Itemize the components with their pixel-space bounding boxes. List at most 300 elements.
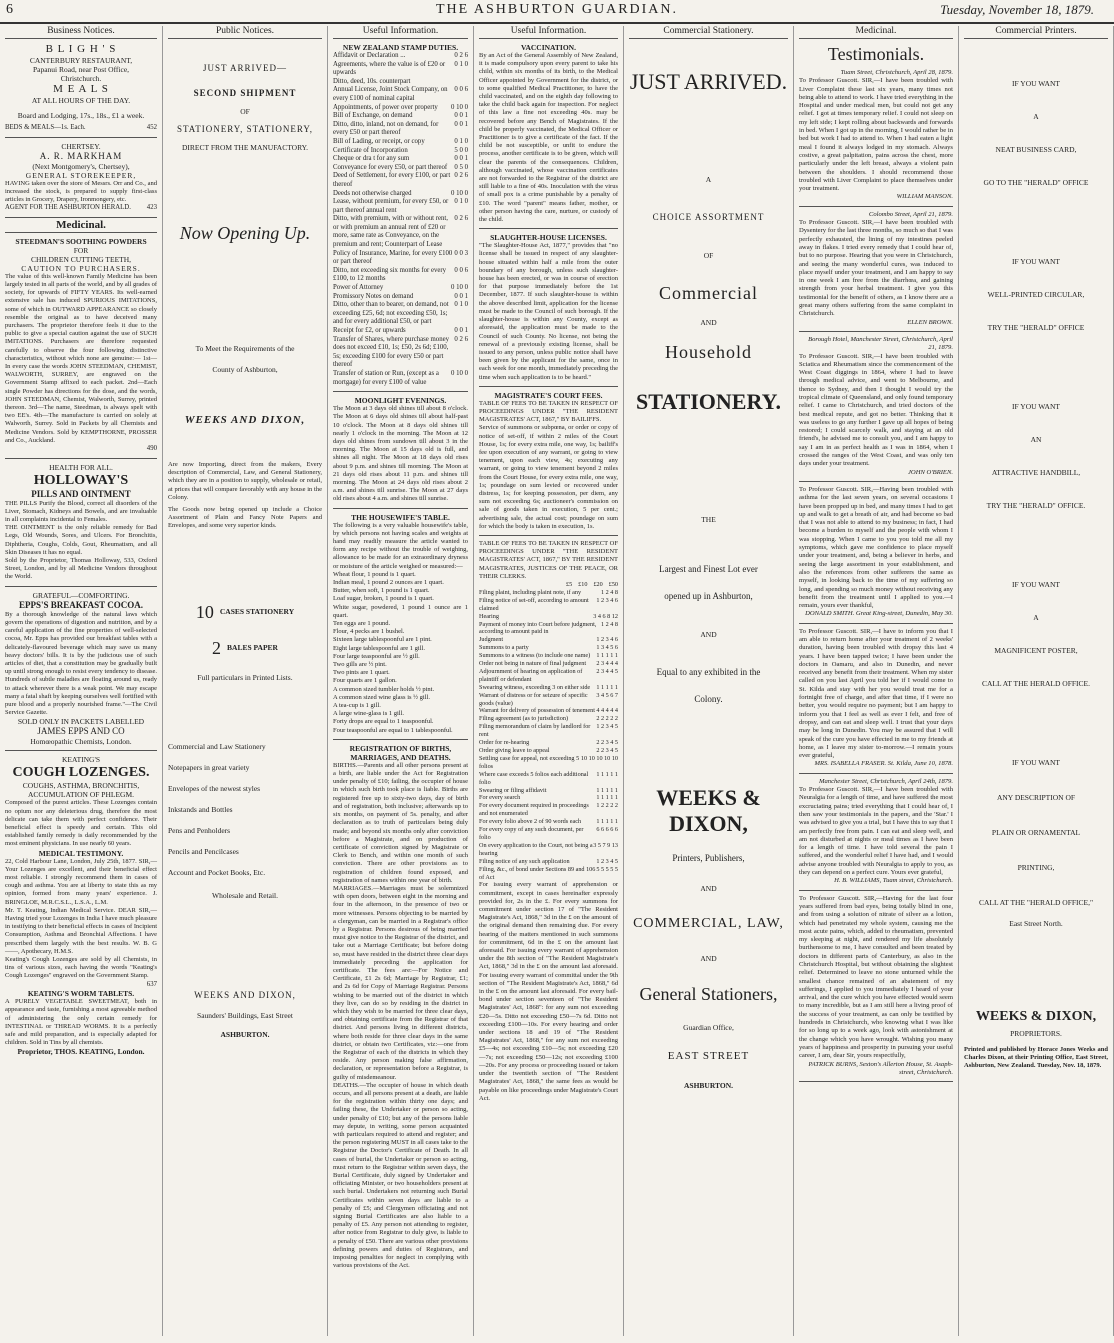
keating-testimony-2: Mr. T. Keating, Indian Medical Service. DEAR SIR,—Having tried your Lozenges in India I have much pleasure in testifying to their beneficial effects in cases of Incipient Consumption, Asthma and Bronchial Affections. I have prescribed them largely with the best results. W. B. G——, Apothecary, H.M.S. bbox=[5, 906, 157, 955]
fee-row bbox=[479, 755, 618, 771]
direct-manufactory: DIRECT FROM THE MANUFACTORY. bbox=[182, 143, 308, 152]
ad-ref: 637 bbox=[146, 980, 157, 988]
if-you-want: IF YOU WANT bbox=[1012, 580, 1060, 589]
letter-signature: H. B. WILLIAMS, Tuam street, Christchurch. bbox=[834, 877, 953, 885]
fee-values: 1 2 3 4 5 bbox=[596, 723, 618, 731]
stamp-amount: 5 0 0 bbox=[454, 146, 468, 154]
fee-item: Swearing or filing affidavit bbox=[479, 786, 547, 794]
if-you-want: IF YOU WANT bbox=[1012, 402, 1060, 411]
fees-table-intro: TABLE OF FEES TO BE TAKEN IN RESPECT OF PROCEEDINGS UNDER "THE RESIDENT MAGISTRATES' ACT, 1867," BY THE RESIDENT MAGISTRATES, JUSTICES OF THE PEACE, OR THEIR CLERKS. bbox=[479, 539, 618, 580]
fee-values: 1 1 1 1 1 bbox=[596, 794, 618, 802]
housewife-item: Wheat flour, 1 pound is 1 quart. bbox=[333, 570, 416, 578]
letter-signature: JOHN O'BRIEN. bbox=[908, 468, 953, 476]
fee-row bbox=[479, 644, 618, 652]
keating-worm-title: KEATING'S WORM TABLETS. bbox=[27, 989, 135, 999]
firm-name: WEEKS & DIXON, bbox=[975, 1009, 1097, 1024]
housewife-list bbox=[333, 571, 468, 735]
stamp-amount: 0 1 0 bbox=[454, 137, 468, 145]
registration-marriages: MARRIAGES.—Marriages must be solemnized with open doors, between eight in the morning and four in the afternoon, in the presence of two or more witnesses. Persons objecting to be married by a clergyman, can be married in a Registrar's office by a Registrar. Persons desirous of being married must give notice to the Registrar of the district, and take out a Marriage Certificate; but before doing so, must have resided in the district three clear days immediately preceding the application for certificate. The fees are:—For Notice and Certificate, £1 2s 6d; Marriage by Registrar, £1; and 2s 6d for Copy of Marriage Registrar. Persons wishing to be married out of the district in which they live, can do so by residing in the district in which they wish to be married for three clear days, and obtaining certificate from the Registrar of that district. And persons living in different districts, where both reside for three clear days in the same district, or obtain two Certificates, viz:—one from the Registrar of each of the districts in which they reside. Any person making false affirmation, declaration, or representation before a Registrar, is guilty of misdemeanour. bbox=[333, 884, 468, 1081]
housewife-item: A large wine-glass is 1 gill. bbox=[333, 710, 405, 718]
print-item: WELL-PRINTED CIRCULAR, bbox=[987, 290, 1085, 299]
fee-values: 1 3 4 5 6 bbox=[596, 644, 618, 652]
stamp-amount: 0 2 6 bbox=[454, 52, 468, 59]
housewife-item: A tea-cup is 1 gill. bbox=[333, 702, 381, 710]
stamp-amount: 0 0 1 bbox=[454, 327, 468, 334]
fee-values: 3 4 5 6 7 bbox=[596, 691, 618, 699]
stamp-item: Transfer of station or Run, (except as a mortgage) for every £100 of value bbox=[333, 369, 439, 386]
column-header: Business Notices. bbox=[5, 26, 157, 39]
importing-text: Are now Importing, direct from the makers, Every description of Commercial, Law, and General Stationery, which they are in a position to supply, wholesale or retail, at prices that will compare favorably with any house in the Colony. bbox=[168, 461, 322, 501]
court-fees-intro: TABLE OF FEES TO BE TAKEN IN RESPECT OF PROCEEDINGS UNDER "THE RESIDENT MAGISTRATES' ACT, 1867," BY BAILIFFS. bbox=[479, 399, 618, 424]
court-fees-title: MAGISTRATE'S COURT FEES. bbox=[494, 390, 603, 400]
testimonial-letter bbox=[799, 211, 953, 327]
stamp-row bbox=[333, 147, 468, 156]
markham-name: A. R. MARKHAM bbox=[39, 150, 123, 161]
steedman-for: FOR bbox=[73, 245, 89, 255]
stamp-item: Cheque or dra t for any sum bbox=[333, 155, 410, 163]
column-header: Public Notices. bbox=[168, 26, 322, 39]
keating-worm-body: A PURELY VEGETABLE SWEETMEAT, both in appearance and taste, furnishing a most agreeable method of administering the only certain remedy for INTESTINAL or THREAD WORMS. It is a perfectly safe and mild preparation, and is especially adapted for children. Sold in Tins by all chemists. bbox=[5, 998, 157, 1047]
steedman-title: STEEDMAN'S SOOTHING POWDERS bbox=[15, 236, 147, 246]
testimonial-letter bbox=[799, 895, 953, 1078]
housewife-item: A common sized wine glass is ½ gill. bbox=[333, 693, 430, 701]
stationery-heading: STATIONERY, STATIONERY, bbox=[177, 124, 313, 134]
stamp-row bbox=[333, 61, 468, 78]
registration-title: REGISTRATION OF BIRTHS, MARRIAGES, AND DEATHS. bbox=[349, 743, 452, 762]
stamp-amount: 0 2 6 bbox=[454, 335, 468, 343]
fee-row bbox=[479, 621, 618, 637]
fee-values: 1 2 3 4 6 bbox=[596, 596, 618, 604]
fee-item: Settling case for appeal, not exceeding 5 folios bbox=[479, 754, 580, 770]
housewife-item: Two pints are 1 quart. bbox=[333, 669, 390, 677]
stamp-row bbox=[333, 104, 468, 113]
housewife-item: A common sized tumbler holds ½ pint. bbox=[333, 685, 435, 693]
bales-number: 2 bbox=[212, 637, 222, 658]
just-arrived-heading: JUST ARRIVED. bbox=[629, 69, 788, 94]
fee-item: Filing agreement (as to jurisdiction) bbox=[479, 715, 569, 723]
stamp-amount: 0 10 0 bbox=[451, 189, 468, 197]
fee-values: 1 1 1 1 1 bbox=[596, 683, 618, 691]
registration-deaths: DEATHS.—The occupier of house in which death occurs, and all persons present at a death, are liable for the registration within thirty one days; and failing these, the Undertaker or person so acting, under penalty of £10; but any of the persons liable may depute, in writing, some person acquainted with particulars required to attend and register; and the person registering MUST in all cases take to the Registrar the Doctor's Certificate of Death. In all cases of burial, the Undertaker or person so acting, must return to the Registrar within seven days, the Burial Certificate, duly signed by Undertaker and officiating Minister, or two householders present at such burial. Undertakers not returning such Burial Certificates within seven days are liable to a penalty of £5; and Clergymen officiating and not signing Burial Certificates are also liable to a penalty of £5. Any person not attending to register, after notice from Registrar to duly give, is liable to a penalty of £50. There are various other provisions defining powers and duties of Registrars, and imposing penalties for neglect in complying with various provisions of the Act. bbox=[333, 1081, 468, 1270]
and-label: AND bbox=[700, 884, 717, 893]
stamp-item: Ditto, with premium, with or without rent, or with premium an annual rent of £20 or more, same rate as Conveyance, on the premium and rent; Counterpart of Lease bbox=[333, 215, 448, 249]
stamp-item: Deed of Settlement, for every £100, or part thereof bbox=[333, 172, 451, 188]
housewife-title: THE HOUSEWIFE'S TABLE. bbox=[351, 512, 450, 522]
herald-office: CALL AT THE HERALD OFFICE. bbox=[982, 679, 1090, 688]
stationery-item: Account and Pocket Books, Etc. bbox=[168, 867, 266, 877]
markham-agent: AGENT FOR THE ASHBURTON HERALD. bbox=[5, 204, 131, 212]
housewife-item: Ten eggs are 1 pound. bbox=[333, 620, 391, 628]
wholesale-retail: Wholesale and Retail. bbox=[211, 890, 279, 900]
opened-up: opened up in Ashburton, bbox=[664, 591, 753, 601]
column-medicinal bbox=[794, 26, 959, 1336]
fee-values: 1 1 1 1 1 bbox=[596, 818, 618, 826]
stamp-amount: 0 0 6 bbox=[454, 86, 468, 94]
housewife-item: Indian meal, 1 pound 2 ounces are 1 quart. bbox=[333, 579, 444, 587]
column-header: Useful Information. bbox=[333, 26, 468, 39]
proprietors: PROPRIETORS. bbox=[1010, 1029, 1062, 1038]
stationery-item: Notepapers in great variety bbox=[168, 762, 250, 772]
fee-values: 3 4 6 8 12 bbox=[593, 612, 618, 620]
stamp-item: Ditto, ditto, inland, not on demand, for every £50 or part thereof bbox=[333, 120, 439, 137]
stamp-row bbox=[333, 78, 468, 87]
letter-place: Tuam Street, Christchurch, April 28, 1879. bbox=[840, 69, 953, 76]
stamp-amount: 0 10 0 bbox=[451, 103, 468, 111]
stamp-amount: 0 2 6 bbox=[454, 215, 468, 223]
cases-number: 10 bbox=[195, 601, 214, 622]
letter-signature: ELLEN BROWN. bbox=[907, 318, 953, 326]
fee-item: Adjournment of hearing on application of plaintiff or defendant bbox=[479, 667, 583, 683]
epps-sold: SOLD ONLY IN PACKETS LABELLED bbox=[17, 717, 145, 727]
markham-trade: GENERAL STOREKEEPER, bbox=[25, 170, 137, 180]
print-item: MAGNIFICENT POSTER, bbox=[994, 646, 1078, 655]
stamp-amount: 0 0 3 bbox=[454, 249, 468, 257]
markham-text: HAVING taken over the store of Messrs. Orr and Co., and increased the stock, is prepared to supply first-class articles in Grocery, Drapery, Ironmongery, etc. bbox=[5, 179, 157, 203]
stamp-item: Ditto, other than to bearer, on demand, not exceeding £25, 6d; not exceeding £50, 1s; and for every additional £50, or part bbox=[333, 301, 449, 326]
stamp-row bbox=[333, 327, 468, 336]
divider bbox=[799, 206, 953, 207]
letter-body: To Professor Guscott. SIR,—I have been troubled with Sciatica and Rheumatism since the commencement of the West Coast diggings in 1864, where I had to leave through medical advice, and went to Melbourne, and thence to Sydney, and then I thought I would try the tropical climate of Queensland, and only found temporary relief. I came to Christchurch, and tried doctors of the best medical repute, and got no better. Thinking that it was useless to go any further I gave up all hopes of being restored; I could scarcely walk, and staying at an old friend's, he advised me to consult you, and I am happy to say I am in as perfect health as I was in 1864, when I crossed the ranges of the West Coast, and was only ten days under your treatment. bbox=[799, 352, 953, 468]
housewife-item: Forty drops are equal to 1 teaspoonful. bbox=[333, 718, 434, 726]
stamp-amount: 0 2 6 bbox=[454, 172, 468, 180]
firm-town: ASHBURTON. bbox=[220, 1029, 270, 1039]
firm-name: WEEKS & DIXON, bbox=[656, 785, 761, 836]
if-you-want: IF YOU WANT bbox=[1012, 257, 1060, 266]
bligh-hours: AT ALL HOURS OF THE DAY. bbox=[31, 96, 131, 105]
fee-values: 2 3 4 4 4 bbox=[596, 660, 618, 668]
masthead bbox=[0, 0, 1114, 24]
largest-finest: Largest and Finest Lot ever bbox=[659, 564, 758, 574]
stamp-row bbox=[333, 164, 468, 173]
letter-body: To Professor Guscott. SIR,—Having been troubled with asthma for the last seven years, on several occasions I have been propped up in bed, and many times I had to get up and walk to get a breath of air, and had become so bad that I was not able to attend to my business; in fact, I had become a burden to myself and the people with whom I was stopping. When I came to you you told me all my symptoms, which gave me confidence to place myself under your treatment, and, being a believer in herbs, and seeing the large assortment in your establishment, and also the references from other sufferers the same as myself, in looking back to the time of my suffering so long, and spending so much money without receiving any benefit from the treatment until I applied to you.—I remain, yours ever thankful, bbox=[799, 485, 953, 610]
keating-body: Composed of the purest articles. These Lozenges contain no opium nor any deleterious drug, therefore the most delicate can take them with perfect confidence. Their beneficial effect is speedy and certain. This old established family remedy is daily recommended by the most eminent physicians. In use nearly 60 years. bbox=[5, 799, 157, 848]
fee-item: Summons to a witness (to include one name) bbox=[479, 652, 591, 660]
fee-row bbox=[479, 636, 618, 644]
fee-item: Where case exceeds 5 folios each additional folio bbox=[479, 770, 589, 786]
testimonials-title: Testimonials. bbox=[827, 44, 925, 64]
fee-row bbox=[479, 692, 618, 708]
epps-grateful: GRATEFUL—COMFORTING. bbox=[32, 590, 130, 600]
second-shipment: SECOND SHIPMENT bbox=[193, 88, 297, 98]
article: A bbox=[1033, 112, 1039, 121]
firm-address: Saunders' Buildings, East Street bbox=[197, 1010, 293, 1020]
stamp-row bbox=[333, 172, 468, 189]
any-description: ANY DESCRIPTION OF bbox=[996, 793, 1076, 802]
full-particulars: Full particulars in Printed Lists. bbox=[197, 672, 293, 682]
bligh-meals: M E A L S bbox=[53, 83, 109, 95]
fee-item: Filing, &c., of bond under Sections 89 and 106 of Act bbox=[479, 865, 596, 881]
epps-body: By a thorough knowledge of the natural laws which govern the operations of digestion and nutrition, and by a careful application of the fine properties of well-selected cocoa, Mr. Epps has provided our breakfast tables with a delicately-flavoured beverage which may save us many heavy doctors' bills. It is by the judicious use of such articles of diet, that a constitution may be gradually built up until strong enough to resist every tendency to disease. Hundreds of subtle maladies are floating around us, ready to attack wherever there is a weak point. We may escape many a fatal shaft by keeping ourselves well fortified with pure blood and a properly nourished frame."—The Civil Service Gazette. bbox=[5, 610, 157, 717]
stamp-amount: 0 0 1 bbox=[454, 112, 468, 120]
call-at-herald: CALL AT THE "HERALD OFFICE," bbox=[978, 898, 1094, 907]
fee-column-heading: £5 bbox=[565, 580, 573, 588]
housewife-intro: The following is a very valuable housewife's table, by which persons not having scales and weights at hand may readily measure the article wanted to form any recipe without the trouble of weighing, allowance to be made for an extraordinary dryness or moisture of the article weighed or measured:— bbox=[333, 521, 468, 570]
and-label: AND bbox=[700, 954, 717, 963]
and-label: AND bbox=[700, 318, 717, 327]
bales-paper: BALES PAPER bbox=[227, 643, 278, 653]
letter-signature: WILLIAM MANSON. bbox=[896, 193, 953, 201]
fee-row bbox=[479, 802, 618, 818]
markham-town: CHERTSEY. bbox=[61, 141, 101, 151]
holloway-sold: Sold by the Proprietor, Thomas Holloway, 533, Oxford Street, London, and by all Medicine Vendors throughout the World. bbox=[5, 557, 157, 581]
fee-item: Filing notice of set-off, according to amount claimed bbox=[479, 596, 589, 612]
stamp-item: Agreements, where the value is of £20 or upwards bbox=[333, 60, 446, 77]
fee-row bbox=[479, 842, 618, 858]
column-header: Commercial Printers. bbox=[964, 26, 1108, 39]
fee-row bbox=[479, 771, 618, 787]
fee-row bbox=[479, 589, 618, 597]
county-ashburton: County of Ashburton, bbox=[212, 365, 278, 374]
steedman-sub: CHILDREN CUTTING TEETH, bbox=[30, 254, 132, 264]
if-you-want: IF YOU WANT bbox=[1012, 758, 1060, 767]
fee-item: Payment of money into Court before judgment, according to amount paid in bbox=[479, 620, 597, 636]
fee-item: Filing notice of any such application bbox=[479, 857, 570, 865]
stamp-duties-table bbox=[333, 52, 468, 387]
fee-values: 1 2 3 4 5 bbox=[596, 857, 618, 865]
article: A bbox=[1033, 613, 1039, 622]
letter-place: Colombo Street, April 21, 1879. bbox=[868, 210, 953, 218]
divider bbox=[799, 1081, 953, 1082]
letter-body: To Professor Guscott. SIR,—I have been troubled with Neuralgia for a length of time, and have suffered the most excruciating pains; tried everything that I could hear of, I then saw your testimonials in the papers, and the 'Star.' I was advised to give you a trial, but I have this to say that I am perfectly free from pain. I can eat and sleep well, and am not disturbed at nights or meal times as I have been for a length of time. I have told several the pain I suffered, and the wonderful relief I have had, and I would advise anyone troubled with Neuralgia to apply to you, as they can depend on a perfect cure. Yours ever grateful, bbox=[799, 786, 953, 877]
letter-body: To Professor Guscott. SIR,—I have been troubled with Dysentery for the last three months, so much so that I was perfectly exhausted, the lining of my intestines peeled away in flakes. I tried every remedy that I could hear of, but to no purpose. Hearing that you were in Christchurch, and seeing the many wonderful cures, was induced to place myself under your treatment, and I am happy to say in one week I am free from the diarrhœa, and gaining strength from your herbal treatment. I give you this testimonial for the benefit of others, as I know there are a great many others suffering from the same complaint in Christchurch. bbox=[799, 219, 953, 318]
ad-ref: 423 bbox=[146, 204, 157, 212]
goods-text: The Goods now being opened up include a Choice Assortment of Plain and Fancy Note Papers and Envelopes, and some very superior kinds. bbox=[168, 506, 322, 530]
fee-row bbox=[479, 613, 618, 621]
letter-place: Manchester Street, Christchurch, April 24th, 1879. bbox=[819, 777, 953, 785]
column-public-notices bbox=[163, 26, 328, 1336]
fees-after: For issuing every warrant of apprehension or commitment, except in cases hereinafter expressly provided for, 2s in the £. For every summons for commitment under section 17 of "The Resident Magistrate's Act, 1868," 3d in the £ on the amount of the original demand then remaining due. For every hearing of the matters mentioned in such summons for commitment, 6d in the £ on the amount last aforesaid. For issuing every warrant of apprehension under the 8th section of "The Resident Magistrate's Act, 1868," 3d in the £ on the amount last aforesaid. For issuing every warrant of committal under the 9th section of "The Resident Magistrate's Act, 1868," 6d in the £ on the amount last aforesaid. For every bail-bond under section seventeen of "The Resident Magistrates' Act, 1868": for any sum not exceeding £20—5s. Ditto not exceeding £50—7s 6d. Ditto not exceeding £100—10s. For every hearing and order under sections 18 and 19 of "The Resident Magistrates' Act, 1868," for any sum not exceeding £5—4s; not exceeding £10—5s; not exceeding £20—7s; not exceeding £50—12s; not exceeding £100—20s. For any process or proceeding issued or taken under the twentieth section of "The Resident Magistrates' Act, 1868," the same fees as would be payable on like proceedings under Magistrate's Court Act. bbox=[479, 881, 618, 1102]
fee-row bbox=[479, 858, 618, 866]
stamp-item: Promissory Notes on demand bbox=[333, 292, 414, 300]
housewife-item: Eight large tablespoonful are 1 gill. bbox=[333, 644, 425, 652]
fee-item: Filing memorandum of claim by landlord for rent bbox=[479, 723, 591, 739]
fee-values: 1 2 3 4 6 bbox=[596, 636, 618, 644]
fee-row bbox=[479, 818, 618, 826]
moon-title: MOONLIGHT EVENINGS. bbox=[354, 396, 447, 406]
stamp-amount: 0 0 1 bbox=[454, 155, 468, 163]
household-heading: Household bbox=[665, 342, 752, 362]
ad-ref: 490 bbox=[146, 445, 157, 453]
stamp-amount: 0 5 0 bbox=[454, 163, 468, 171]
stamp-amount: 0 0 1 bbox=[454, 292, 468, 300]
print-item: NEAT BUSINESS CARD, bbox=[995, 145, 1077, 154]
letter-body: To Professor Guscott. SIR,—Having for the last four years suffered from bad eyes, being totally blind in one, and from using a solution of nitrate of silver as a lotion, which had penetrated my whole system, causing me the most acute pains, which, added to rheumatism, prevented my sleeping at night, and rendered my life absolutely burthensome to me, I have consulted and been treated by doctors in different parts of Canterbury, as also in the Christchurch Hospital, but without obtaining the slightest relief. Determined to leave no stone unturned while the smallest chance remained of an abatement of my sufferings, I applied to you immediately I heard of your arrival, and the cure which you have effected would seem to many incredible, but as I am still here a living proof of the success of your treatment, as can only be testified by hundreds in Christchurch, who knowing what I was like for so long up to a week ago, look with astonishment at the change which you have wrought. Wishing you many years of happiness and prosperity in pursuing your useful career, I am, dear Sir, yours respectfully, bbox=[799, 894, 953, 1060]
stamp-amount: 0 10 0 bbox=[451, 284, 468, 292]
commercial-law: COMMERCIAL, LAW, bbox=[633, 916, 784, 931]
firm-name: WEEKS AND DIXON, bbox=[194, 989, 296, 1000]
holloway-title: HOLLOWAY'S bbox=[33, 472, 129, 488]
keating-testimony: MEDICAL TESTIMONY. bbox=[38, 848, 124, 858]
fee-row bbox=[479, 794, 618, 802]
fee-item: Warrant of distress or for seizure of specific goods (value) bbox=[479, 691, 588, 707]
housewife-item: Flour, 4 pecks are 1 bushel. bbox=[333, 628, 405, 636]
stationery-item: Envelopes of the newest styles bbox=[168, 783, 261, 793]
holloway-health: HEALTH FOR ALL. bbox=[49, 462, 113, 472]
fee-row bbox=[479, 866, 618, 882]
vaccination-title: VACCINATION. bbox=[521, 43, 576, 52]
keating-testimony-1: 22, Cold Harbour Lane, London, July 25th, 1877. SIR,—Your Lozenges are excellent, and their beneficial effect most reliable. I strongly recommend them in cases of cough and asthma. You are at liberty to state this as my opinion, formed from many years' experience. J. BRINGLOE, M.R.C.S.L., L.S.A., L.M. bbox=[5, 857, 157, 906]
fee-row bbox=[479, 707, 618, 715]
markham-next: (Next Montgomery's, Chertsey), bbox=[32, 161, 130, 171]
holloway-pills: THE PILLS Purify the Blood, correct all disorders of the Liver, Stomach, Kidneys and Bowels, and are invaluable in all complaints incidental to Females. bbox=[5, 499, 157, 524]
herald-office: TRY THE "HERALD" OFFICE bbox=[987, 323, 1085, 332]
plain-ornamental: PLAIN OR ORNAMENTAL bbox=[991, 828, 1081, 837]
fee-item: For every document required in proceedings and not enumerated bbox=[479, 802, 589, 818]
fee-row bbox=[479, 684, 618, 692]
column-commercial-stationery bbox=[624, 26, 794, 1336]
of-label: OF bbox=[703, 251, 714, 260]
steedman-body: The value of this well-known Family Medicine has been largely tested in all parts of the world, and by all grades of society, for upwards of FIFTY YEARS. Its well-earned extensive sale has induced SPURIOUS IMITATIONS, some of which in OUTWARD APPEARANCE so closely resemble the original as to have deceived many purchasers. The proprietor therefore feels it due to the public to give a special caution against the use of SUCH IMITATIONS. Purchasers are therefore requested carefully to observe the four following distinctive characteristics, without which none are genuine:— 1st—In every case the words JOHN STEEDMAN, CHEMIST, WALWORTH, SURREY, are engraved on the Government Stamp affixed to each packet. 2nd—Each single Powder has directions for the dose, and the words, JOHN STEEDMAN, Chemist, Walworth, Surrey, printed thereon. 3rd—The name, Steedman, is always spelt with two EE's. 4th—The manufacture is carried on solely at Walworth, Surrey. Sold in Packets by all Chemists and Medicine Vendors. Sold by KEMPTHORNE, PROSSER and Co., Auckland. bbox=[5, 272, 157, 444]
stamp-duties-title: NEW ZEALAND STAMP DUTIES. bbox=[342, 43, 459, 52]
equal-to-any: Equal to any exhibited in the bbox=[656, 667, 761, 677]
east-street-north: East Street North. bbox=[1009, 919, 1063, 928]
testimonial-letter bbox=[799, 69, 953, 202]
of-label: OF bbox=[240, 107, 250, 116]
if-you-want: IF YOU WANT bbox=[1012, 79, 1060, 88]
keating-title: KEATING'S bbox=[61, 755, 101, 765]
stamp-amount: 0 1 0 bbox=[454, 301, 468, 309]
slaughter-body: "The Slaughter-House Act, 1877," provides that "no license shall be issued in respect of any slaughter-house situated within half a mile from the outer boundary of any borough, unless such slaughter-house has been erected, or was in course of erection for that purpose immediately before the 1st December, 1877. If such slaughter-house is within the above described limit, application for the license must be made to the Council of such borough. If the slaughter-house is within any County, except as aforesaid, the application must be made to the Council of such County. No license, not being the renewal of a previously existing license, shall be issued to any person, unless public notice shall have been given by the applicant for the same, once in each week for one month, immediately preceding the time when such application is to be heard." bbox=[479, 242, 618, 381]
stamp-item: Bill of Exchange, on demand bbox=[333, 112, 413, 120]
fee-row bbox=[479, 747, 618, 755]
stamp-row bbox=[333, 112, 468, 121]
steedman-caution: CAUTION TO PURCHASERS. bbox=[21, 263, 141, 273]
column-header: Medicinal. bbox=[799, 26, 953, 39]
east-street: EAST STREET bbox=[667, 1050, 750, 1062]
guardian-office: Guardian Office, bbox=[683, 1023, 734, 1032]
stamp-amount: 0 1 0 bbox=[454, 198, 468, 206]
stamp-item: Annual License, Joint Stock Company, on every £100 of nominal capital bbox=[333, 86, 448, 102]
meet-requirements: To Meet the Requirements of the bbox=[195, 344, 295, 353]
housewife-item: Loaf sugar, broken, 1 pound is 1 quart. bbox=[333, 595, 434, 603]
fee-row bbox=[479, 652, 618, 660]
just-arrived: JUST ARRIVED— bbox=[202, 63, 288, 73]
stamp-amount: 0 0 1 bbox=[454, 120, 468, 128]
bligh-city: Christchurch. bbox=[60, 74, 102, 83]
stationery-item: Pencils and Pencilcases bbox=[168, 846, 239, 856]
fee-values: 2 2 3 4 5 bbox=[596, 747, 618, 755]
ad-ref: 452 bbox=[146, 124, 157, 131]
stamp-row bbox=[333, 155, 468, 164]
newspaper-title: THE ASHBURTON GUARDIAN. bbox=[435, 2, 679, 17]
holloway-ointment: THE OINTMENT is the only reliable remedy for Bad Legs, Old Wounds, Sores, and Ulcers. For Bronchitis, Diphtheria, Coughs, Colds, Gout, Rheumatism, and all Skin Diseases it has no equal. bbox=[5, 524, 157, 556]
fee-item: Order not being in nature of final judgment bbox=[479, 660, 587, 668]
fee-item: Warrant for delivery of possession of tenement bbox=[479, 707, 595, 715]
stamp-row bbox=[333, 198, 468, 215]
stamp-item: Conveyance for every £50, or part thereof bbox=[333, 163, 448, 171]
stationery-item: Commercial and Law Stationery bbox=[168, 741, 266, 751]
stamp-item: Transfer of Shares, where purchase money does not exceed £10, 1s; £50, 2s 6d; £100, 5s; exceeding £100 for every £50 or part thereof bbox=[333, 335, 450, 369]
moon-body: The Moon at 3 days old shines till about 8 o'clock. The Moon at 6 days old shines till about half-past 10 o'clock. The Moon at 8 days old shines till nearly 1 o'clock in the morning. The Moon at 12 days old shines from sundown till about 3 in the morning. The Moon at 15 days old is full, and shines all night. The Moon at 18 days old rises about 9 p.m. and shines till morning. The Moon at 21 days old rises about 11 p.m. and shines till morning. The Moon at 24 days old rises about 2 a.m. and shines till sunrise. The Moon at 27 days old rises about 4 a.m. and shines till sunrise. bbox=[333, 405, 468, 503]
testimonial-letter bbox=[799, 628, 953, 769]
divider bbox=[799, 331, 953, 332]
keating-line2: ACCUMULATION OF PHLEGM. bbox=[27, 790, 135, 800]
epps-maker: JAMES EPPS AND CO bbox=[37, 726, 125, 737]
stamp-item: Ditto, deed, 10s. counterpart bbox=[333, 77, 411, 85]
column-header: Commercial Stationery. bbox=[629, 26, 788, 39]
stamp-row bbox=[333, 370, 468, 387]
stationery-heading: STATIONERY. bbox=[636, 389, 781, 414]
stamp-item: Power of Attorney bbox=[333, 284, 384, 292]
stamp-amount: 0 1 0 bbox=[454, 60, 468, 68]
fee-item: Hearing bbox=[479, 612, 499, 620]
stamp-row bbox=[333, 301, 468, 327]
stamp-item: Lease, without premium, for every £50, or part thereof annual rent bbox=[333, 198, 449, 214]
fee-values: 1 1 1 1 1 bbox=[596, 786, 618, 794]
letter-signature: DONALD SMITH. Great King-street, Dunedin, May 30. bbox=[805, 610, 953, 618]
divider bbox=[799, 623, 953, 624]
letter-signature: MRS. ISABELLA FRASER. St. Kilda, June 10, 1878. bbox=[814, 760, 953, 768]
page-number: 6 bbox=[6, 2, 13, 17]
column-useful-information-1 bbox=[328, 26, 474, 1336]
fee-values: 5 5 5 5 5 bbox=[596, 865, 618, 873]
stamp-item: Policy of Insurance, Marine, for every £100 or part thereof bbox=[333, 249, 453, 266]
fee-row bbox=[479, 668, 618, 684]
fee-row bbox=[479, 739, 618, 747]
the-label: THE bbox=[701, 515, 716, 524]
keating-worm-proprietor: Proprietor, THOS. KEATING, London. bbox=[17, 1047, 145, 1057]
letter-signature: PATRICK BURNS, Sexton's Allerton House, St. Asaph-street, Christchurch. bbox=[808, 1060, 953, 1076]
column-business-notices bbox=[0, 26, 163, 1336]
fee-values: 1 2 2 2 2 bbox=[596, 802, 618, 810]
letter-body: To Professor Guscott. SIR,—I have been troubled with Liver Complaint these last six years, many times not being able to attend to work. I have tried everything in the Hospital and under medical men, but could not get any relief. I got at times temporary relief. I could not sleep on my left side; I kept rolling about backwards and forwards in bed. When I got up in the morning, I would rather be in bed but work I had to attend to. When I had eaten a light meal I found it always lodged in my stomach. Always costive, a great palpitation, pains across the chest, more particularly under the left breast, always a violent pain between the shoulders. I should recommend those troubled with Liver Complaint to place themselves under your treatment. bbox=[799, 77, 953, 193]
column-useful-information-2 bbox=[474, 26, 624, 1336]
housewife-item: Four quarts are 1 gallon. bbox=[333, 677, 397, 685]
stamp-amount: 0 0 6 bbox=[454, 266, 468, 274]
stamp-row bbox=[333, 138, 468, 147]
imprint: Printed and published by Horace Jones Weeks and Charles Dixon, at their Printing Office, East Street, Ashburton, New Zealand. Tuesday, Nov. 18, 1879. bbox=[964, 1046, 1108, 1070]
column-header: Useful Information. bbox=[479, 26, 618, 39]
epps-chemists: Homœopathic Chemists, London. bbox=[30, 737, 132, 747]
and-label: AND bbox=[700, 630, 717, 639]
fee-values: 2 2 3 4 5 bbox=[596, 739, 618, 747]
testimonial-letter bbox=[799, 778, 953, 886]
fee-item: On every application to the Court, not being a hearing bbox=[479, 841, 593, 857]
stamp-row bbox=[333, 336, 468, 370]
fee-values: 2 3 4 4 5 bbox=[596, 667, 618, 675]
fee-item: Filing plaint, including plaint note, if any bbox=[479, 588, 582, 596]
fee-values: 2 2 2 2 2 bbox=[596, 715, 618, 723]
divider bbox=[799, 481, 953, 482]
housewife-item: Four large teaspoonful are ½ gill. bbox=[333, 652, 420, 660]
stamp-item: Affidavit or Declaration ... bbox=[333, 52, 406, 59]
epps-title: EPPS'S BREAKFAST COCOA. bbox=[19, 599, 143, 610]
fee-row bbox=[479, 660, 618, 668]
housewife-item: Butter, when soft, 1 pound is 1 quart. bbox=[333, 587, 430, 595]
ashburton: ASHBURTON. bbox=[684, 1081, 733, 1090]
fee-row bbox=[479, 787, 618, 795]
stamp-item: Bill of Lading, or receipt, or copy bbox=[333, 137, 425, 145]
keating-sub: COUGH LOZENGES. bbox=[12, 765, 150, 781]
bligh-sub: CANTERBURY RESTAURANT, bbox=[29, 56, 133, 65]
housewife-item: White sugar, powdered, 1 pound 1 ounce are 1 quart. bbox=[333, 603, 468, 619]
divider bbox=[799, 890, 953, 891]
fee-column-heading: £50 bbox=[608, 580, 618, 588]
fee-item: For every folio above 2 of 90 words each bbox=[479, 818, 582, 826]
stamp-row bbox=[333, 215, 468, 249]
bligh-beds: BEDS & MEALS—1s. Each. bbox=[5, 124, 86, 131]
bligh-name: B L I G H ' S bbox=[45, 43, 117, 55]
fee-values: 1 2 4 8 bbox=[600, 588, 618, 596]
keating-sold: Keating's Cough Lozenges are sold by all Chemists, in tins of various sizes, each having the words "Keating's Cough Lozenges" engraved on the Government Stamp. bbox=[5, 955, 157, 980]
weeks-dixon-heading: WEEKS AND DIXON, bbox=[184, 414, 306, 426]
fee-column-heading: £20 bbox=[593, 580, 603, 588]
fee-item: Judgment bbox=[479, 636, 504, 644]
stamp-item: Ditto, not exceeding six months for every £100, to 12 months bbox=[333, 266, 447, 283]
stationery-item: Pens and Penholders bbox=[168, 825, 231, 835]
printers-publishers: Printers, Publishers, bbox=[672, 853, 745, 863]
herald-office: TRY THE "HERALD" OFFICE. bbox=[986, 501, 1086, 510]
